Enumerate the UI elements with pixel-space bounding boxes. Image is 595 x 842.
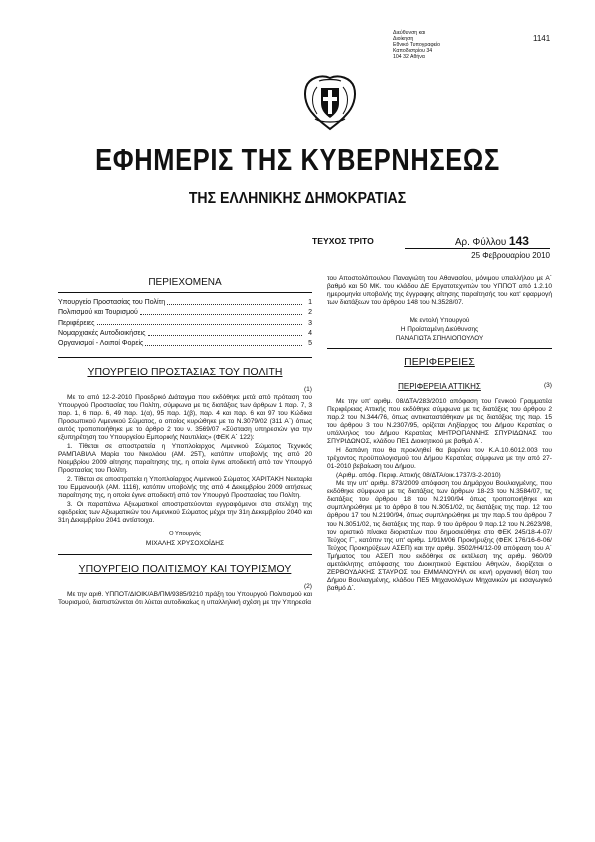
sheet-number: 143: [508, 234, 529, 248]
printer-note-line: Διοίκηση: [393, 35, 414, 42]
paragraph: 3. Οι παραπάνω Αξιωματικοί αποστρατεύονται εγγραφόμενοι στα στελέχη της εφεδρείας των Αξιωματικών του Λιμενικού Σώματος μέχρι την 31η Δεκεμβρίου 2040 και 31η Δεκεμβρίου 2041 αντίστοιχα.: [58, 500, 312, 525]
gazette-subtitle: ΤΗΣ ΕΛΛΗΝΙΚΗΣ ΔΗΜΟΚΡΑΤΙΑΣ: [188, 190, 407, 207]
decision-number: (3): [543, 381, 552, 389]
page-number: 1141: [533, 34, 551, 43]
toc-page-number: 5: [308, 340, 312, 348]
section-title-culture-tourism: ΥΠΟΥΡΓΕΙΟ ΠΟΛΙΤΙΣΜΟΥ ΚΑΙ ΤΟΥΡΙΣΜΟΥ: [78, 563, 292, 575]
sheet-label: Αρ. Φύλλου: [455, 237, 507, 248]
toc-dots: [167, 299, 302, 305]
toc-label: Νομαρχιακές Αυτοδιοικήσεις: [58, 330, 146, 338]
signatory-role: Ο Υπουργός: [169, 531, 201, 538]
toc-page-number: 2: [308, 309, 312, 317]
printer-note-line: Εθνικό Τυπογραφείο: [393, 41, 441, 48]
printer-note-line: Διεύθυνση και: [393, 30, 426, 36]
issue-divider: [405, 248, 550, 249]
decision-number: (2): [303, 582, 312, 590]
section-divider: [58, 554, 312, 555]
section-divider: [327, 348, 552, 349]
toc-row: [58, 330, 312, 339]
toc-row: [58, 299, 312, 308]
toc-label: Περιφέρειες: [58, 319, 95, 327]
section-title-civil-protection: ΥΠΟΥΡΓΕΙΟ ΠΡΟΣΤΑΣΙΑΣ ΤΟΥ ΠΟΛΙΤΗ: [87, 367, 283, 379]
toc-row: [58, 320, 312, 329]
section-body: [58, 394, 312, 525]
printer-note-line: 104 32 Αθήνα: [393, 53, 425, 60]
paragraph: 1. Τίθεται σε αποστρατεία η Υποπλοίαρχος Λιμενικού Σώματος Τεχνικός ΡΑΜΠΑΒΙΛΑ Μαρία του Νικολάου (ΑΜ. 25Τ), κατόπιν υποβολής της από 20 Νοεμβρίου 2009 αίτησης παραίτησης της, η οποία έγινε αποδεκτή από τον Υπουργό Προστασίας του Πολίτη.: [58, 443, 312, 475]
toc-dots: [148, 330, 302, 336]
section-body: [58, 591, 312, 607]
toc-page-number: 1: [308, 299, 312, 306]
paragraph: του Αποστολόπουλου Παναγιώτη του Αθανασίου, μόνιμου υπαλλήλου με Α΄ βαθμό και 50 ΜΚ. του κλάδου ΔΕ Εργατοτεχνιτών του ΥΠΠΟΤ από 1.2.10 ημερομηνία υποβολής της έγγραφης αίτησης παραίτησής του κατ' εφαρμογή των διατάξεων του άρθρου 148 του Ν.3528/07.: [327, 275, 552, 307]
section-divider: [58, 357, 312, 358]
right-column: [327, 275, 552, 594]
paragraph: Με την υπ' αριθμ. 873/2009 απόφαση του Δημάρχου Βουλιαγμένης, που εκδόθηκε σύμφωνα με τις διατάξεις των άρθρων 18-23 του Ν.3584/07, τις διατάξεις του άρθρου 18 του Ν.2190/94 όπως τροποποιήθηκε και συμπληρώθηκε με το άρθρο 8 του Ν.3051/02, τις διατάξεις της παρ. 12 του άρθρου 17 του Ν.2190/94, όπως συμπληρώθηκε με την παρ.5 του άρθρου 7 του Ν.3051/02, τις διατάξεις της παρ. 9 του άρθρου 9 παρ.12 του Ν.2623/98, τον οριστικό πίνακα διοριστέων που δημοσιεύθηκε στο ΦΕΚ 245/18-4-07/Τεύχος Γ΄, κατόπιν της υπ' αριθμ. 1/91Μ/06 Προκήρυξης (ΦΕΚ 176/16-6-06/Τεύχος Προκηρύξεων ΑΣΕΠ) και την αριθμ. 3502/Η4/12-09 απόφαση του Α΄ Τμήματος του ΑΣΕΠ που εκδόθηκε σε εκτέλεση της αριθμ. 960/09 αμετάκλητης απόφασης του Διοικητικού Εφετείου Αθηνών, διορίζεται ο ΖΕΡΒΟΥΔΑΚΗΣ ΣΤΑΥΡΟΣ του ΕΜΜΑΝΟΥΗΛ σε κενή οργανική θέση του Δήμου Βουλιαγμένης, κλάδου ΠΕ5 Μηχανολόγων Μηχανικών με εισαγωγικό βαθμό Δ΄.: [327, 480, 552, 592]
paragraph: Η δαπάνη που θα προκληθεί θα βαρύνει τον Κ.Α.10.6012.003 του τρέχοντος προϋπολογισμού του Δήμου Κερατέας σύμφωνα με την από 27-01-2010 βεβαίωση του Δήμου.: [327, 446, 552, 470]
toc-row: [58, 309, 312, 318]
decision-number: (1): [303, 386, 312, 394]
coat-of-arms-emblem: [299, 72, 361, 134]
gazette-title: ΕΦΗΜΕΡΙΣ ΤΗΣ ΚΥΒΕΡΝΗΣΕΩΣ: [95, 142, 500, 177]
printer-note-line: Καποδιστρίου 34: [393, 47, 433, 54]
toc-page-number: 4: [308, 330, 312, 338]
contents-heading: ΠΕΡΙΕΧΟΜΕΝΑ: [148, 277, 222, 288]
paragraph: Με το από 12-2-2010 Προεδρικό Διάταγμα που εκδόθηκε μετά από πρόταση του Υπουργού Προστασίας του Πολίτη, σύμφωνα με τις διατάξεις των άρθρων 1 παρ. 7, 3 παρ. 1, 6 παρ. 6, 49 παρ. 1(α), 95 παρ. 1(β), παρ. 4 και παρ. 6 και 97 του Κώδικα Προσωπικού Λιμενικού Σώματος, ο οποίος κυρώθηκε με το Ν.3079/02 (311 Α΄) όπως αυτός τροποποιήθηκε με το άρθρο 2 του ν. 3569/07 «Σύσταση υπηρεσιών για την εξυπηρέτηση του Υπουργείου Εμπορικής Ναυτιλίας» (ΦΕΚ Α΄ 122):: [58, 394, 312, 442]
toc-dots: [140, 309, 302, 315]
signature-line: Με εντολή Υπουργού: [409, 317, 470, 325]
subheading: ΠΕΡΙΦΕΡΕΙΑ ΑΤΤΙΚΗΣ: [398, 381, 481, 391]
section-body: [327, 398, 552, 593]
toc-label: Υπουργείο Προστασίας του Πολίτη: [58, 299, 166, 306]
paragraph: Με την υπ' αριθμ. 08/ΔΤΑ/283/2010 απόφαση του Γενικού Γραμματέα Περιφέρειας Αττικής που εκδόθηκε σύμφωνα με τις διατάξεις του άρθρου 2 παρ.2 του Ν.344/76, όπως αντικαταστάθηκαν με τις διατάξεις της παρ. 15 του άρθρου 3 του Ν.2307/95, ορίζεται Ληξίαρχος του Δήμου Κερατέας ο υπάλληλος του Δήμου Κερατέας ΜΗΤΡΟΠΑΝΝΗΣ ΣΠΥΡΙΔΩΝΑΣ του ΣΠΥΡΙΔΩΝΟΣ, κλάδου ΠΕ1 Διοικητικού με βαθμό Α΄.: [327, 397, 552, 445]
signature-line: Η Προϊσταμένη Διεύθυνσης: [400, 325, 479, 333]
issue-series: ΤΕΥΧΟΣ ΤΡΙΤΟ: [312, 236, 374, 246]
issue-number: [455, 234, 529, 248]
signatory-name: ΜΙΧΑΛΗΣ ΧΡΥΣΟΧΟΪΔΗΣ: [145, 539, 225, 547]
left-column: [58, 270, 312, 608]
section-title-regions: ΠΕΡΙΦΕΡΕΙΕΣ: [404, 357, 475, 369]
paragraph: 2. Τίθεται σε αποστρατεία η Υποπλοίαρχος Λιμενικού Σώματος ΧΑΡΙΤΑΚΗ Νεκταρία του Εμμανουήλ (ΑΜ. 1116), κατόπιν υποβολής της από 4 Δεκεμβρίου 2009 αιτήσεως παραίτησης της, η οποία έγινε αποδεκτή από τον Υπουργό Προστασίας του Πολίτη.: [58, 476, 312, 500]
toc-dots: [97, 320, 302, 326]
toc-label: Οργανισμοί - Λοιποί Φορείς: [58, 340, 144, 348]
issue-date: 25 Φεβρουαρίου 2010: [471, 251, 550, 260]
printer-notes: [393, 31, 477, 61]
toc-label: Πολιτισμού και Τουρισμού: [58, 309, 138, 317]
paragraph: Με την αριθ. ΥΠΠΟΤ/ΔΙΟΙΚ/ΑΒ/ΠΜ/9385/9210 πράξη του Υπουργού Πολιτισμού και Τουρισμού, διαπιστώνεται ότι λύεται αυτοδικαίως η υπαλληλική σχέση με την Υπηρεσία: [58, 590, 312, 606]
signature-name: ΠΑΝΑΓΙΩΤΑ ΣΠΗΛΙΟΠΟΥΛΟΥ: [395, 334, 484, 342]
toc-row: [58, 340, 312, 349]
toc-dots: [145, 340, 302, 346]
paragraph: (Αριθμ. απόφ. Περιφ. Αττικής 08/ΔΤΑ/οικ.1737/3-2-2010): [336, 471, 501, 479]
toc-page-number: 3: [308, 319, 312, 327]
contents-divider: [58, 292, 312, 293]
